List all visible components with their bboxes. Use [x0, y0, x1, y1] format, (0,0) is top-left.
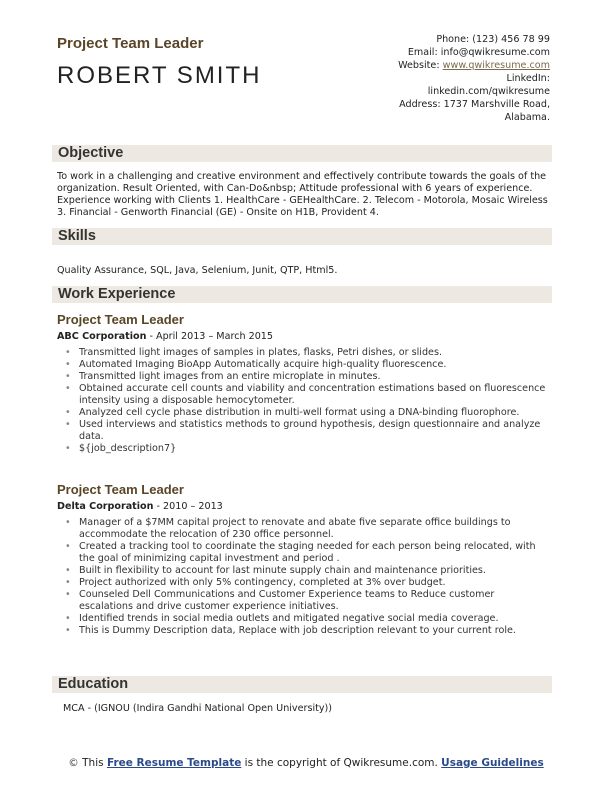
section-objective: Objective	[52, 145, 552, 162]
job-2-dates: - 2010 – 2013	[153, 501, 223, 512]
candidate-name: ROBERT SMITH	[57, 62, 262, 89]
job-2-bullets	[63, 517, 549, 637]
section-work-experience: Work Experience	[52, 286, 552, 303]
list-item: • Built in flexibility to account for last minute supply chain and maintenance priorities.	[63, 565, 549, 577]
section-education: Education	[52, 676, 552, 693]
contact-linkedin-value: linkedin.com/qwikresume	[427, 86, 550, 97]
list-item: • Project authorized with only 5% contingency, completed at 3% over budget.	[63, 577, 549, 589]
list-item: • Created a tracking tool to coordinate the staging needed for each person being relocated, with the goal of minimizing capital investment and period .	[63, 541, 549, 565]
job-2-company-line	[57, 501, 223, 512]
objective-text: To work in a challenging and creative environment and effectively contribute towards the goals of the organization. Result Oriented, with Can-Do&nbsp; Attitude professional with 6 years of experience. Experience working with Clients 1. HealthCare - GEHealthCare. 2. Telecom - Motorola, Mosaic Wireless 3. Financial - Genworth Financial (GE) - Onsite on H1B, Provident 4.	[57, 171, 548, 218]
section-skills: Skills	[52, 228, 552, 245]
list-item: • Used interviews and statistics methods to ground hypothesis, design questionnaire and analyze data.	[63, 419, 549, 443]
list-item: • Manager of a $7MM capital project to renovate and abate five separate office buildings to accommodate the relocation of 230 office personnel.	[63, 517, 549, 541]
contact-linkedin-label: LinkedIn:	[506, 73, 550, 84]
contact-phone: Phone: (123) 456 78 99	[436, 34, 550, 45]
list-item: • Transmitted light images from an entire microplate in minutes.	[63, 371, 549, 383]
list-item: • Obtained accurate cell counts and viability and concentration estimations based on fluorescence intensity using a disposable hemocytometer.	[63, 383, 549, 407]
footer-prefix: This	[78, 757, 107, 769]
job-2-title: Project Team Leader	[57, 482, 184, 497]
footer	[0, 757, 612, 770]
job-title: Project Team Leader	[57, 35, 204, 52]
footer-middle: is the copyright of Qwikresume.com.	[241, 757, 442, 769]
job-1-company-line	[57, 331, 273, 342]
list-item: • Automated Imaging BioApp Automatically acquire high-quality fluorescence.	[63, 359, 549, 371]
website-label: Website:	[398, 60, 443, 71]
list-item: • ${job_description7}	[63, 443, 549, 455]
list-item: • Analyzed cell cycle phase distribution in multi-well format using a DNA-binding fluorophore.	[63, 407, 549, 419]
job-1-bullets	[63, 347, 549, 455]
website-link[interactable]: www.qwikresume.com	[442, 60, 550, 71]
usage-guidelines-link[interactable]: Usage Guidelines	[441, 757, 544, 769]
header	[57, 35, 261, 90]
education-text: MCA - (IGNOU (Indira Gandhi National Open University))	[63, 703, 333, 714]
skills-text: Quality Assurance, SQL, Java, Selenium, Junit, QTP, Html5.	[57, 265, 338, 276]
job-1-company: ABC Corporation	[57, 331, 147, 342]
contact-email: Email: info@qwikresume.com	[407, 47, 550, 58]
list-item: • This is Dummy Description data, Replace with job description relevant to your current role.	[63, 625, 549, 637]
list-item: • Identified trends in social media outlets and mitigated negative social media coverage.	[63, 613, 549, 625]
contact-address-line1: Address: 1737 Marshville Road,	[399, 99, 550, 110]
job-1-dates: - April 2013 – March 2015	[146, 331, 274, 342]
list-item: • Transmitted light images of samples in plates, flasks, Petri dishes, or slides.	[63, 347, 549, 359]
list-item: • Counseled Dell Communications and Customer Experience teams to Reduce customer escalations and drive customer experience initiatives.	[63, 589, 549, 613]
job-1-title: Project Team Leader	[57, 312, 184, 327]
contact-website	[320, 59, 550, 72]
copyright-icon: ©	[68, 757, 79, 769]
contact-block	[320, 33, 550, 124]
contact-address-line2: Alabama.	[504, 112, 550, 123]
free-resume-template-link[interactable]: Free Resume Template	[106, 757, 242, 769]
job-2-company: Delta Corporation	[57, 501, 154, 512]
